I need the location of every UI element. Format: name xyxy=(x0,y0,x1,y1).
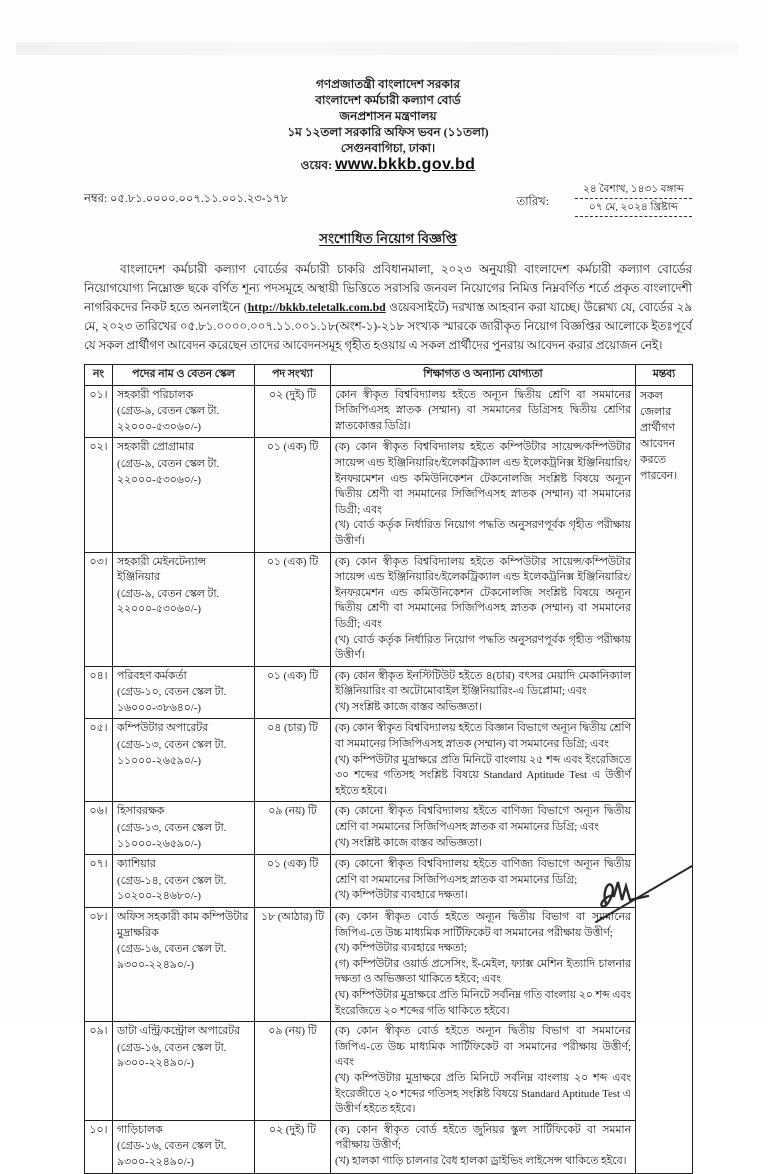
cell-qualifications xyxy=(331,719,636,802)
header-row xyxy=(85,365,693,386)
table-row xyxy=(85,552,693,666)
qualification-line: (খ) সংশ্লিষ্ট কাজে বাস্তব অভিজ্ঞতা। xyxy=(335,700,482,713)
post-name: কম্পিউটার অপারেটর xyxy=(117,722,209,735)
qualification-line: (ক) কোনো স্বীকৃত বিশ্ববিদ্যালয় হইতে বাণিজ্য বিভাগে অন্যূন দ্বিতীয় শ্রেণি বা সমমানের সিজিপিএসহ স্নাতক বা সমমানের ডিগ্রি; xyxy=(335,858,631,886)
date-stack xyxy=(575,182,692,217)
qualification-line: (ক) কোন স্বীকৃত বিশ্ববিদ্যালয় হইতে কম্পিউটার সায়েন্স/কম্পিউটার সায়েন্স এন্ড ইঞ্জিনিয়ারিং/ইলেকট্রিক্যাল এন্ড ইলেকট্রনিক্স ইঞ্জিনিয়ারিং/ইনফরমেশন এন্ড কমিউনিকেশন টেকনোলজি সংশ্লিষ্ট বিষয়ে অন্যূন দ্বিতীয় শ্রেণী বা সমমানের সিজিপিএসহ স্নাতক (সম্মান) বা সমমানের ডিগ্রী; এবং xyxy=(335,555,631,630)
qualification-line: (গ) কম্পিউটার ওয়ার্ড প্রসেসিং, ই-মেইল, ফ্যাক্স মেশিন ইত্যাদি চালনার দক্ষতা ও অভিজ্ঞতা থাকিতে হইবে; এবং xyxy=(335,957,631,986)
cell-serial: ০৪। xyxy=(85,666,113,719)
col-header-count: পদ সংখ্যা xyxy=(255,365,331,386)
notice-title: সংশোধিত নিয়োগ বিজ্ঞপ্তি xyxy=(319,231,457,246)
intro-text-part2: ওয়েবসাইটে) দরখাস্ত আহবান করা যাচ্ছে। উল্লেখ্য যে, বোর্ডের ২৯ মে, ২০২৩ তারিখের ০৫.৮১.০০০০.০০৭.১১.০০১.১৮(অংশ-১)-২১৮ সংখ্যক স্মারকে জারীকৃত নিয়োগ বিজ্ঞপ্তির আলোকে ইতঃপূর্বে যে সকল প্রার্থীগণ আবেদন করেছেন তাদের আবেদনসমূহ গৃহীত হওয়ায় এ সকল প্রার্থীদের পুনরায় আবেদন করার প্রয়োজন নেই। xyxy=(84,300,692,352)
cell-serial: ০২। xyxy=(85,438,113,552)
col-header-qualifications: শিক্ষাগত ও অন্যান্য যোগ্যতা xyxy=(331,365,636,386)
table-row xyxy=(85,855,693,908)
scan-artifact-band xyxy=(16,42,738,55)
qualification-line: (খ) কম্পিউটার মুদ্রাক্ষরে প্রতি মিনিটে সর্বনিম্ন বাংলায় ২০ শব্দ এবং ইংরেজীতে ২০ শব্দের গতিসহ সংশ্লিষ্ট বিষয়ে Standard Aptitude Test এ উত্তীর্ণ হইতে হইবে। xyxy=(335,1071,631,1116)
cell-count: ০২ (দুই) টি xyxy=(255,385,331,438)
post-pay-scale: (গ্রেড-১৬, বেতন স্কেল টা. ৯৩০০-২২৪৯০/-) xyxy=(117,943,227,971)
cell-post xyxy=(113,802,255,855)
table-row xyxy=(85,438,693,552)
qualification-line: (ক) কোন স্বীকৃত বোর্ড হইতে জুনিয়র স্কুল সার্টিফিকেট বা সমমান পরীক্ষায় উত্তীর্ণ; xyxy=(335,1123,631,1152)
cell-qualifications xyxy=(331,438,636,552)
qualification-line: (খ) বোর্ড কর্তৃক নির্ধারিত নিয়োগ পদ্ধতি অনুসরণপূর্বক গৃহীত পরীক্ষায় উত্তীর্ণ। xyxy=(335,633,631,662)
cell-qualifications xyxy=(331,802,636,855)
intro-paragraph xyxy=(84,260,692,355)
cell-post xyxy=(113,1022,255,1121)
cell-qualifications xyxy=(331,1022,636,1121)
cell-qualifications xyxy=(331,552,636,666)
cell-count: ০১ (এক) টি xyxy=(255,552,331,666)
post-name: হিসাবরক্ষক xyxy=(117,805,165,818)
memo-number: নম্বর: ০৫.৮১.০০০০.০০৭.১১.০০১.২৩-১৭৮ xyxy=(84,193,289,205)
table-row xyxy=(85,666,693,719)
cell-count: ০১ (এক) টি xyxy=(255,855,331,908)
qualification-line: (খ) হালকা গাড়ি চালনার বৈধ হালকা ড্রাইভিং লাইসেন্স থাকিতে হইবে। xyxy=(335,1154,627,1167)
cell-serial: ০৭। xyxy=(85,855,113,908)
post-name: ক্যাশিয়ার xyxy=(117,858,156,871)
web-label: ওয়েব: xyxy=(300,158,333,172)
cell-post xyxy=(113,666,255,719)
qualification-line: (খ) কম্পিউটার ব্যবহারে দক্ষতা। xyxy=(335,889,468,902)
table-row xyxy=(85,908,693,1022)
date-bangla: ২৪ বৈশাখ, ১৪৩১ বঙ্গাব্দ xyxy=(583,184,684,195)
post-pay-scale: (গ্রেড-৯, বেতন স্কেল টা. ২২০০০-৫৩০৬০/-) xyxy=(117,587,220,616)
notice-content xyxy=(84,76,692,1174)
application-url-link[interactable]: http://bkkb.teletalk.com.bd xyxy=(247,300,386,314)
intro-text-part1: বাংলাদেশ কর্মচারী কল্যাণ বোর্ডের কর্মচারী চাকরি প্রবিধানমালা, ২০২৩ অনুযায়ী বাংলাদেশ কর্মচারী কল্যাণ বোর্ডের নিয়োগযোগ্য নিম্নোক্ত ছকে বর্ণিত শূন্য পদসমূহে অস্থায়ী ভিত্তিতে সরাসরি জনবল নিয়োগের নিমিত্ত নিম্নবর্ণিত শর্তে প্রকৃত বাংলাদেশী নাগরিকদের নিকট হতে অনলাইনে ( xyxy=(84,262,692,314)
qualification-line: (খ) সংশ্লিষ্ট কাজে বাস্তব অভিজ্ঞতা। xyxy=(335,836,482,849)
cell-qualifications xyxy=(331,666,636,719)
qualification-line: (ঘ) কম্পিউটার মুদ্রাক্ষরে প্রতি মিনিটে সর্বনিম্ন গতি বাংলায় ২০ শব্দ এবং ইংরেজিতে ২০ শব্দের গতি থাকিতে হইবে। xyxy=(335,988,631,1017)
website-url-link[interactable]: www.bkkb.gov.bd xyxy=(335,156,476,173)
col-header-post-and-scale: পদের নাম ও বেতন স্কেল xyxy=(113,365,255,386)
cell-post xyxy=(113,855,255,908)
cell-count: ০২ (দুই) টি xyxy=(255,1120,331,1173)
qualification-line: (খ) বোর্ড কর্তৃক নির্ধারিত নিয়োগ পদ্ধতি অনুসরণপূর্বক গৃহীত পরীক্ষায় উত্তীর্ণ। xyxy=(335,519,631,547)
posts-table xyxy=(84,364,693,1174)
post-pay-scale: (গ্রেড-১৬, বেতন স্কেল টা. ৯৩০০-২২৪৯০/-) xyxy=(117,1041,227,1070)
qualification-line: (ক) কোন স্বীকৃত বিশ্ববিদ্যালয় হইতে বিজ্ঞান বিভাগে অন্যূন দ্বিতীয় শ্রেণি বা সমমানের সিজিপিএসহ স্নাতক (সম্মান) বা সমমানের ডিগ্রি; এবং xyxy=(335,722,631,751)
cell-serial: ০৬। xyxy=(85,802,113,855)
table-row xyxy=(85,719,693,802)
post-name: পরিবহণ কর্মকর্তা xyxy=(117,669,187,682)
cell-serial: ১০। xyxy=(85,1120,113,1173)
date-gregorian: ০৭ মে, ২০২৪ খ্রিষ্টাব্দ xyxy=(575,198,692,217)
cell-count: ১৮ (আঠার) টি xyxy=(255,908,331,1022)
organization-name: বাংলাদেশ কর্মচারী কল্যাণ বোর্ড xyxy=(315,93,461,107)
post-pay-scale: (গ্রেড-১০, বেতন স্কেল টা. ১৬০০০-৩৮৬৪০/-) xyxy=(117,686,227,714)
date-label: তারিখ: xyxy=(516,196,549,208)
post-name: ডাটা এন্ট্রি/কন্ট্রোল অপারেটর xyxy=(117,1025,240,1038)
ministry-name: জনপ্রশাসন মন্ত্রণালয় xyxy=(339,109,437,123)
post-pay-scale: (গ্রেড-৯, বেতন স্কেল টা. ২২০০০-৫৩০৬০/-) xyxy=(117,457,220,486)
cell-qualifications xyxy=(331,1120,636,1173)
post-pay-scale: (গ্রেড-১৬, বেতন স্কেল টা. ৯৩০০-২২৪৯০/-) xyxy=(117,1140,227,1168)
cell-post xyxy=(113,719,255,802)
col-header-remarks: মন্তব্য xyxy=(636,365,693,386)
post-name: সহকারী মেইনটেন্যান্স ইঞ্জিনিয়ার xyxy=(117,555,207,584)
building-address: ১ম ১২তলা সরকারি অফিস ভবন (১১তলা) xyxy=(287,125,489,139)
cell-post xyxy=(113,438,255,552)
post-pay-scale: (গ্রেড-১৪, বেতন স্কেল টা. ১০২০০-২৪৬৮০/-) xyxy=(117,874,227,903)
web-line xyxy=(84,157,692,173)
cell-qualifications xyxy=(331,855,636,908)
posts-table-body xyxy=(85,385,693,1173)
post-pay-scale: (গ্রেড-১৩, বেতন স্কেল টা. ১১০০০-২৬৫৯০/-) xyxy=(117,739,227,767)
cell-count: ০১ (এক) টি xyxy=(255,666,331,719)
table-row xyxy=(85,1022,693,1121)
city-address: সেগুনবাগিচা, ঢাকা। xyxy=(340,141,436,155)
cell-count: ০৯ (নয়) টি xyxy=(255,802,331,855)
government-name: গণপ্রজাতন্ত্রী বাংলাদেশ সরকার xyxy=(315,77,461,91)
col-header-serial: নং xyxy=(85,365,113,386)
posts-table-header xyxy=(85,365,693,386)
cell-serial: ০৩। xyxy=(85,552,113,666)
qualification-line: (খ) কম্পিউটার মুদ্রাক্ষরে প্রতি মিনিটে বাংলায় ২৫ শব্দ এবং ইংরেজিতে ৩০ শব্দের গতিসহ সংশ্লিষ্ট বিষয়ে Standard Aptitude Test এ উত্তীর্ণ হইতে হইবে। xyxy=(335,753,631,797)
cell-post xyxy=(113,385,255,438)
post-pay-scale: (গ্রেড-১৩, বেতন স্কেল টা. ১১০০০-২৬৫৯০/-) xyxy=(117,822,227,850)
qualification-line: (ক) কোন স্বীকৃত বোর্ড হইতে অন্যূন দ্বিতীয় বিভাগ বা সমমানের জিপিএ-তে উচ্চ মাধ্যমিক সার্টিফিকেট বা সমমানের পরীক্ষায় উত্তীর্ণ; এবং xyxy=(335,1025,631,1069)
cell-serial: ০৫। xyxy=(85,719,113,802)
qualification-line: কোন স্বীকৃত বিশ্ববিদ্যালয় হইতে অন্যূন দ্বিতীয় শ্রেণি বা সমমানের সিজিপিএসহ স্নাতক (সম্মান) বা সমমানের ডিগ্রিসহ দ্বিতীয় শ্রেণির স্নাতকোত্তর ডিগ্রি। xyxy=(335,388,631,432)
cell-post xyxy=(113,908,255,1022)
post-name: সহকারী পরিচালক xyxy=(117,388,194,401)
cell-post xyxy=(113,552,255,666)
qualification-line: (ক) কোন স্বীকৃত ইনস্টিটিউট হইতে ৪(চার) বৎসর মেয়াদি মেকানিক্যাল ইঞ্জিনিয়ারিং বা অটোমোবাইল ইঞ্জিনিয়ারিং-এ ডিপ্লোমা; এবং xyxy=(335,669,631,698)
cell-qualifications xyxy=(331,908,636,1022)
cell-qualifications xyxy=(331,385,636,438)
post-pay-scale: (গ্রেড-৯, বেতন স্কেল টা. ২২০০০-৫৩০৬০/-) xyxy=(117,405,220,433)
cell-count: ০৪ (চার) টি xyxy=(255,719,331,802)
ref-date-row xyxy=(84,182,692,217)
post-name: অফিস সহকারী কাম কম্পিউটার মুদ্রাক্ষরিক xyxy=(117,911,249,939)
qualification-line: (ক) কোনো স্বীকৃত বিশ্ববিদ্যালয় হইতে বাণিজ্য বিভাগে অন্যূন দ্বিতীয় শ্রেণি বা সমমানের সিজিপিএসহ স্নাতক বা সমমানের ডিগ্রি; এবং xyxy=(335,805,631,834)
qualification-line: (ক) কোন স্বীকৃত বিশ্ববিদ্যালয় হইতে কম্পিউটার সায়েন্স/কম্পিউটার সায়েন্স এন্ড ইঞ্জিনিয়ারিং/ইলেকট্রিক্যাল এন্ড ইলেকট্রনিক্স ইঞ্জিনিয়ারিং/ইনফরমেশন এন্ড কমিউনিকেশন টেকনোলজি সংশ্লিষ্ট বিষয়ে অন্যূন দ্বিতীয় শ্রেণী বা সমমানের সিজিপিএসহ স্নাতক (সম্মান) বা সমমানের ডিগ্রী; এবং xyxy=(335,441,631,516)
post-name: সহকারী প্রোগ্রামার xyxy=(117,441,195,454)
cell-count: ০১ (এক) টি xyxy=(255,438,331,552)
remark-cell: সকল জেলার প্রার্থীগণ আবেদন করতে পারবেন। xyxy=(636,385,693,1173)
cell-serial: ০৮। xyxy=(85,908,113,1022)
cell-count: ০৯ (নয়) টি xyxy=(255,1022,331,1121)
letterhead xyxy=(84,76,692,173)
table-row xyxy=(85,385,693,438)
cell-serial: ০১। xyxy=(85,385,113,438)
cell-post xyxy=(113,1120,255,1173)
date-block xyxy=(517,182,692,217)
table-row xyxy=(85,1120,693,1173)
qualification-line: (ক) কোন স্বীকৃত বোর্ড হইতে অন্যূন দ্বিতীয় বিভাগ বা সমমানের জিপিএ-তে উচ্চ মাধ্যমিক সার্টিফিকেট বা সমমানের পরীক্ষায় উত্তীর্ণ; xyxy=(335,911,631,939)
table-row xyxy=(85,802,693,855)
cell-serial: ০৯। xyxy=(85,1022,113,1121)
qualification-line: (খ) কম্পিউটার ব্যবহারে দক্ষতা; xyxy=(335,942,467,955)
post-name: গাড়িচালক xyxy=(117,1123,163,1136)
